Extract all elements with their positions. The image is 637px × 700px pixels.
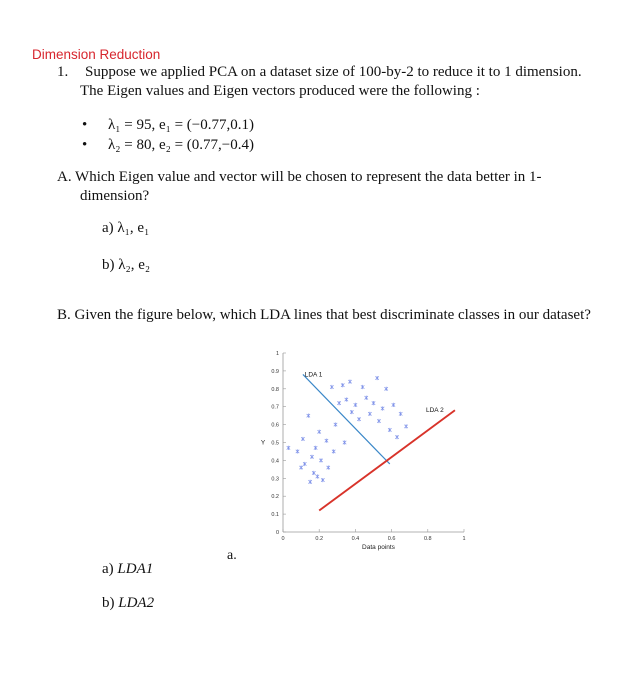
bullet: •: [82, 117, 88, 133]
data-point: [384, 387, 387, 391]
data-point: [287, 446, 290, 450]
x-tick-label: 0.2: [315, 536, 324, 542]
x-tick-label: 1: [462, 536, 466, 542]
data-point: [301, 437, 304, 441]
data-point: [350, 410, 353, 414]
y-tick-label: 0.9: [271, 368, 279, 375]
data-point: [392, 403, 395, 407]
y-tick-label: 0: [275, 530, 279, 536]
data-point: [319, 458, 322, 462]
data-point: [365, 396, 368, 400]
part-a-question-line-2: dimension?: [80, 188, 150, 204]
option-a-label: LDA1: [117, 561, 154, 577]
data-point: [375, 376, 378, 380]
option-a-prefix: a): [102, 561, 114, 577]
eigen-pair-1: [82, 117, 254, 134]
y-tick-label: 0.7: [271, 404, 279, 411]
data-point: [341, 383, 344, 387]
data-point: [299, 465, 302, 469]
x-tick-label: 0: [281, 536, 285, 542]
data-point: [345, 397, 348, 401]
data-point: [307, 414, 310, 418]
part-a-option-a: a) λ₁, e₁: [102, 220, 150, 236]
data-point: [318, 430, 321, 434]
data-point: [334, 423, 337, 427]
y-tick-label: 0.1: [271, 512, 279, 519]
data-point: [332, 449, 335, 453]
eigen-pair-2: [82, 137, 254, 154]
lda-label-1: LDA 1: [304, 371, 323, 379]
data-point: [327, 465, 330, 469]
data-point: [337, 401, 340, 405]
data-point: [361, 385, 364, 389]
data-point: [330, 385, 333, 389]
lda-scatter-chart: [250, 345, 480, 560]
data-point: [395, 435, 398, 439]
section-title: Dimension Reduction: [32, 47, 161, 62]
question-number: 1.: [57, 64, 69, 80]
data-point: [368, 412, 371, 416]
y-tick-label: 0.3: [271, 476, 279, 483]
y-axis-label: Y: [260, 439, 266, 447]
y-tick-label: 0.5: [271, 440, 279, 447]
part-a-option-b: b) λ₂, e₂: [102, 257, 151, 273]
data-point: [321, 478, 324, 482]
option-b-label: LDA2: [118, 595, 155, 611]
part-b-question: B. Given the figure below, which LDA lines that best discriminate classes in our dataset?: [57, 307, 591, 323]
lda-label-2: LDA 2: [425, 407, 444, 415]
question-text-line-1: Suppose we applied PCA on a dataset size of 100-by-2 to reduce it to 1 dimension.: [85, 64, 582, 80]
question-text-line-2: The Eigen values and Eigen vectors produced were the following :: [80, 83, 480, 99]
data-point: [316, 474, 319, 478]
y-tick-label: 0.8: [271, 386, 279, 393]
data-point: [399, 412, 402, 416]
x-tick-label: 0.6: [387, 536, 396, 542]
part-b-option-b: [102, 595, 154, 612]
figure-caption: a.: [227, 548, 237, 563]
y-tick-label: 0.6: [271, 422, 279, 429]
data-point: [372, 401, 375, 405]
data-point: [303, 462, 306, 466]
data-point: [343, 440, 346, 444]
lda-line-1: [303, 374, 390, 464]
option-b-prefix: b): [102, 595, 115, 611]
part-b-option-a: [102, 561, 153, 578]
data-point: [312, 471, 315, 475]
x-axis-label: Data points: [362, 544, 395, 551]
y-tick-label: 1: [275, 351, 279, 357]
data-point: [348, 380, 351, 384]
data-point: [354, 403, 357, 407]
y-tick-label: 0.4: [271, 458, 279, 465]
x-tick-label: 0.8: [423, 536, 432, 542]
lda-line-2: [319, 410, 455, 510]
y-tick-label: 0.2: [271, 494, 279, 501]
data-point: [404, 424, 407, 428]
eigen-pair-1-text: λ₁ = 95, e₁ = (−0.77,0.1): [108, 117, 255, 133]
data-point: [296, 449, 299, 453]
data-point: [377, 419, 380, 423]
data-point: [310, 455, 313, 459]
data-point: [314, 446, 317, 450]
data-point: [357, 417, 360, 421]
part-a-question-line-1: A. Which Eigen value and vector will be chosen to represent the data better in 1-: [57, 169, 542, 185]
data-point: [308, 480, 311, 484]
bullet: •: [82, 137, 88, 153]
data-point: [381, 406, 384, 410]
x-tick-label: 0.4: [351, 536, 360, 542]
data-point: [388, 428, 391, 432]
data-point: [325, 439, 328, 443]
eigen-pair-2-text: λ₂ = 80, e₂ = (0.77,−0.4): [108, 137, 255, 153]
